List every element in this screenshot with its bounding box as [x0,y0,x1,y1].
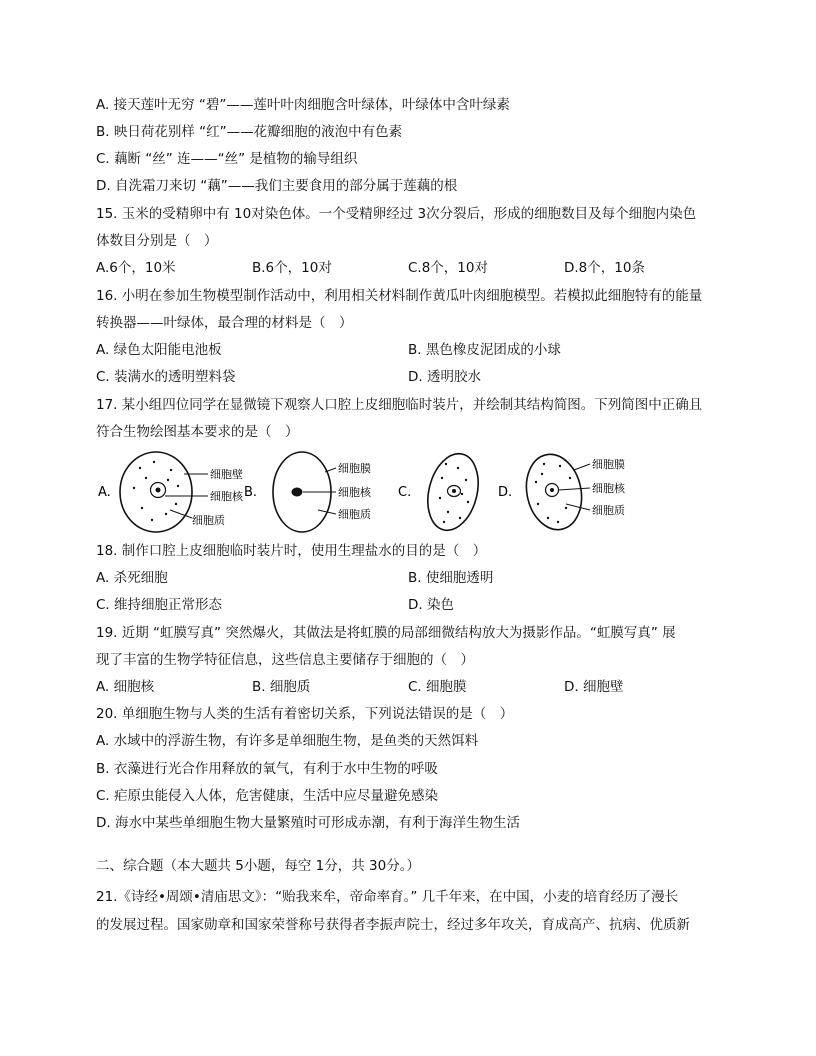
q18-stem: 18. 制作口腔上皮细胞临时装片时，使用生理盐水的目的是（ ） [96,543,487,559]
diagram-b-nucleus [292,488,303,497]
q15-option-d: D.8个，10条 [564,260,645,276]
diagram-a-label-cytoplasm: 细胞质 [192,514,225,527]
diagram-d-letter: D. [498,485,513,500]
diagram-b-label-membrane: 细胞膜 [338,462,371,475]
q16-stem-line1: 16. 小明在参加生物模型制作活动中，利用相关材料制作黄瓜叶肉细胞模型。若模拟此细胞特有的能量 [96,288,703,304]
cell-diagrams-figure [96,448,696,538]
q15-stem-line1: 15. 玉米的受精卵中有 10对染色体。一个受精卵经过 3次分裂后，形成的细胞数目及每个细胞内染色 [96,206,697,222]
q15-option-b: B.6个，10对 [252,260,332,276]
q16-option-c: C. 装满水的透明塑料袋 [96,369,236,385]
q16-option-b: B. 黑色橡皮泥团成的小球 [408,342,561,358]
diagram-a [98,452,244,532]
q18-option-a: A. 杀死细胞 [96,570,168,586]
diagram-d-cell-outline [520,449,589,535]
q16-option-a: A. 绿色太阳能电池板 [96,342,222,358]
q15-stem-line2: 体数目分别是（ ） [96,233,218,249]
diagram-b [244,452,372,532]
q18-option-b: B. 使细胞透明 [408,570,494,586]
q21-line2: 的发展过程。国家勋章和国家荣誉称号获得者李振声院士，经过多年攻关，育成高产、抗病、优质新 [96,917,690,933]
q15-option-a: A.6个，10米 [96,260,176,276]
q15-option-c: C.8个，10对 [408,260,488,276]
section2-title: 二、综合题（本大题共 5小题，每空 1分，共 30分。） [96,858,420,874]
q17-stem-line2: 符合生物绘图基本要求的是（ ） [96,424,299,440]
diagram-a-letter: A. [98,485,111,500]
q19-option-a: A. 细胞核 [96,679,155,695]
diagram-b-label-nucleus: 细胞核 [338,486,371,499]
diagram-c [398,448,486,535]
diagram-a-label-nucleus: 细胞核 [210,490,243,503]
diagram-d-label-nucleus: 细胞核 [592,482,625,495]
q21-line1: 21.《诗经•周颂•清庙思文》：“贻我来牟，帝命率育。” 几千年来，在中国，小麦的培育经历了漫长 [96,889,679,905]
q19-option-b: B. 细胞质 [252,679,311,695]
diagram-d-label-membrane: 细胞膜 [592,458,625,471]
q18-option-d: D. 染色 [408,597,454,613]
diagram-a-label-wall: 细胞壁 [210,468,243,481]
q17-stem-line1: 17. 某小组四位同学在显微镜下观察人口腔上皮细胞临时装片，并绘制其结构简图。下列简图中正确且 [96,397,703,413]
q20-option-a: A. 水域中的浮游生物，有许多是单细胞生物，是鱼类的天然饵料 [96,733,479,749]
q19-stem-line2: 现了丰富的生物学特征信息，这些信息主要储存于细胞的（ ） [96,652,474,668]
q16-stem-line2: 转换器——叶绿体，最合理的材料是（ ） [96,315,353,331]
q20-option-c: C. 疟原虫能侵入人体，危害健康，生活中应尽量避免感染 [96,788,439,804]
diagram-d [498,449,626,535]
q16-option-d: D. 透明胶水 [408,369,481,385]
diagram-a-cell-outline [120,452,192,532]
q18-option-c: C. 维持细胞正常形态 [96,597,223,613]
diagram-b-label-cytoplasm: 细胞质 [338,508,371,521]
q20-stem: 20. 单细胞生物与人类的生活有着密切关系，下列说法错误的是（ ） [96,706,514,722]
diagram-d-label-cytoplasm: 细胞质 [592,504,625,517]
q20-option-b: B. 衣藻进行光合作用释放的氧气，有利于水中生物的呼吸 [96,761,438,777]
q14-option-a: A. 接天莲叶无穷 “碧”——莲叶叶肉细胞含叶绿体，叶绿体中含叶绿素 [96,97,510,113]
q19-option-d: D. 细胞壁 [564,679,624,695]
q20-option-d: D. 海水中某些单细胞生物大量繁殖时可形成赤潮，有利于海洋生物生活 [96,815,520,831]
q14-option-d: D. 自洗霜刀来切 “藕”——我们主要食用的部分属于莲藕的根 [96,178,458,194]
diagram-b-letter: B. [244,485,258,500]
q19-stem-line1: 19. 近期 “虹膜写真” 突然爆火，其做法是将虹膜的局部细微结构放大为摄影作品。“虹膜写真” 展 [96,625,676,641]
q14-option-c: C. 藕断 “丝” 连——“丝” 是植物的输导组织 [96,151,358,167]
q14-option-b: B. 映日荷花别样 “红”——花瓣细胞的液泡中有色素 [96,124,403,140]
q19-option-c: C. 细胞膜 [408,679,467,695]
diagram-c-letter: C. [398,485,412,500]
